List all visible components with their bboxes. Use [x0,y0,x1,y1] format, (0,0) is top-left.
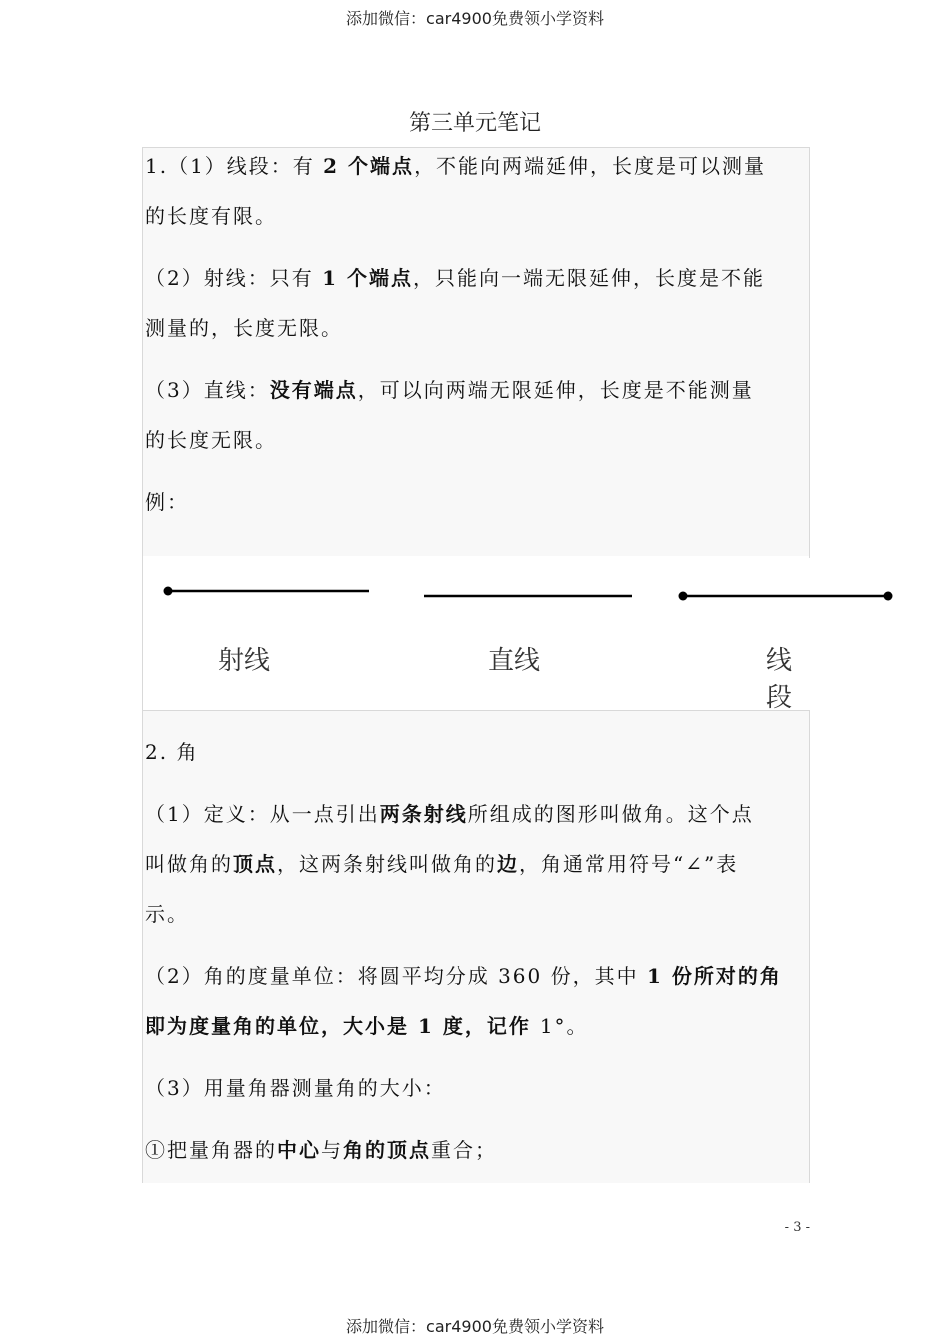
page-title: 第三单元笔记 [408,111,541,136]
page-number: - 3 - [784,1220,810,1235]
angle-unit-line2: 即为度量角的单位，大小是 1 度，记作 1°。 [145,1014,589,1038]
line-definition-line2: 的长度无限。 [145,428,277,452]
angle-heading: 2. 角 [145,740,199,764]
line-definition-line1: （3）直线：没有端点，可以向两端无限延伸，长度是不能测量 [145,378,754,402]
protractor-step-1: ①把量角器的中心与角的顶点重合； [145,1138,497,1162]
example-label: 例： [145,490,189,514]
angle-definition-line2: 叫做角的顶点，这两条射线叫做角的边，角通常用符号“∠”表 [145,852,739,876]
watermark-bottom: 添加微信：car4900免费领小学资料 [346,1317,604,1336]
notes-panel-bottom [142,710,810,1183]
protractor-heading: （3）用量角器测量角的大小： [145,1076,446,1100]
ray-definition-line1: （2）射线：只有 1 个端点，只能向一端无限延伸，长度是不能 [145,266,765,290]
ray-definition-line2: 测量的，长度无限。 [145,316,343,340]
segment-shape [679,592,893,601]
ray-shape [164,587,370,596]
ray-label: 射线 [218,646,271,676]
segment-label: 线段 [766,646,793,713]
angle-definition-line3: 示。 [145,902,189,926]
line-label: 直线 [488,646,541,676]
watermark-top: 添加微信：car4900免费领小学资料 [346,9,604,28]
angle-definition-line1: （1）定义：从一点引出两条射线所组成的图形叫做角。这个点 [145,802,754,826]
segment-definition-line1: 1.（1）线段：有 2 个端点，不能向两端延伸，长度是可以测量 [145,154,767,178]
angle-unit-line1: （2）角的度量单位：将圆平均分成 360 份，其中 1 份所对的角 [145,964,782,988]
lines-figure [142,556,809,711]
segment-definition-line2: 的长度有限。 [145,204,277,228]
